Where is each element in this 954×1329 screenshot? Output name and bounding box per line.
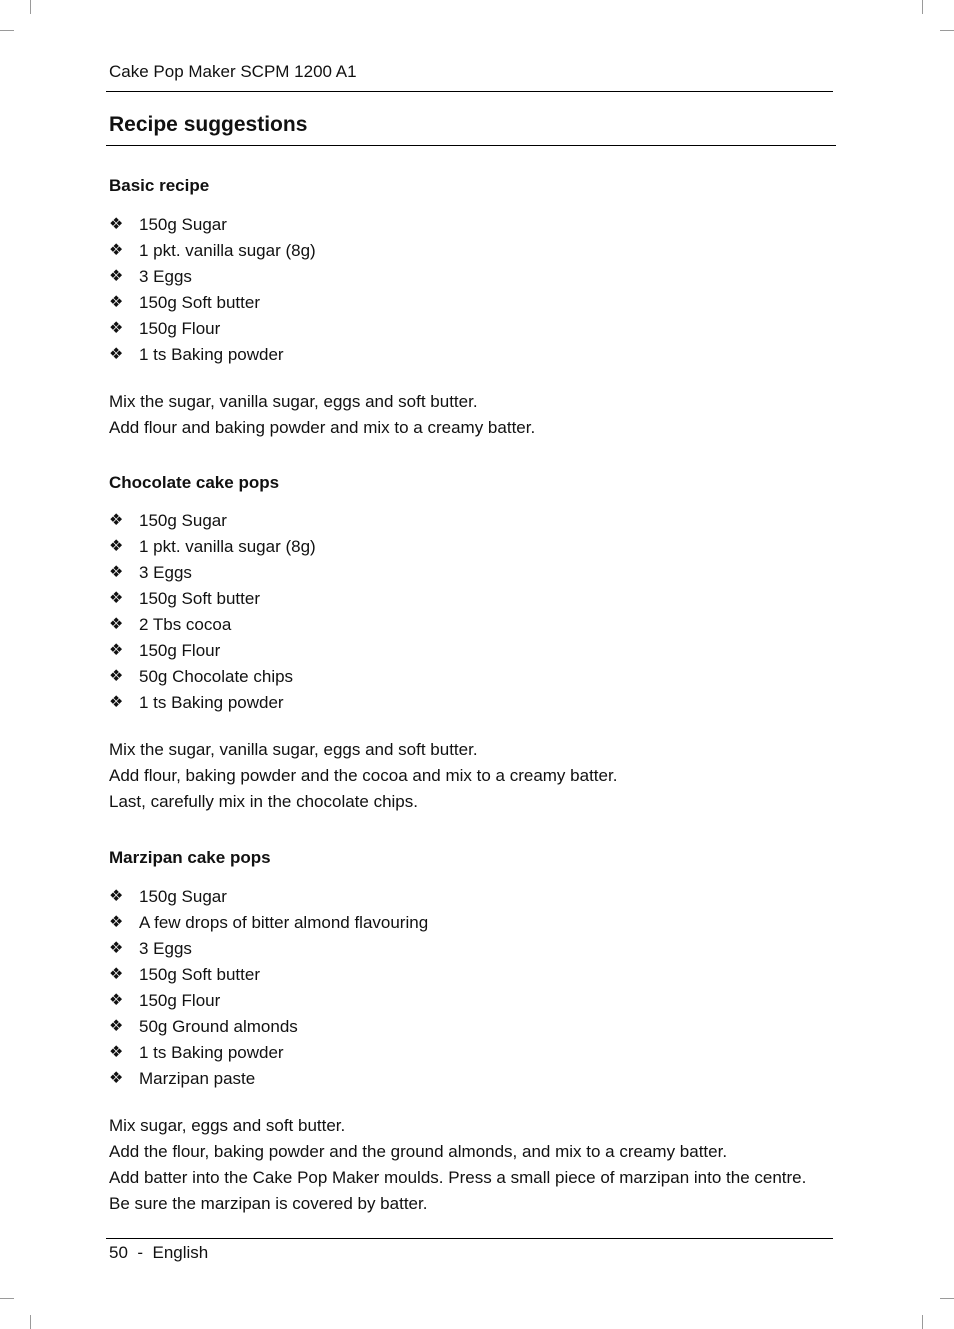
recipe-marzipan [109, 847, 806, 1217]
header-rule [106, 91, 833, 92]
bullet-icon: ❖ [109, 564, 124, 581]
instruction-line: Add the flour, baking powder and the ground almonds, and mix to a creamy batter. [109, 1142, 728, 1161]
bullet-icon: ❖ [109, 888, 124, 905]
bullet-icon: ❖ [109, 216, 124, 233]
instructions [109, 1113, 806, 1217]
ingredient-list [109, 508, 617, 716]
list-item: ❖ 150g Sugar [109, 884, 806, 910]
instruction-line: Add batter into the Cake Pop Maker moulds. Press a small piece of marzipan into the centre. [109, 1168, 807, 1187]
bullet-icon: ❖ [109, 616, 124, 633]
section-rule [106, 145, 836, 146]
instruction-line: Last, carefully mix in the chocolate chips. [109, 792, 418, 811]
list-item: ❖ 50g Chocolate chips [109, 664, 617, 690]
page-number: 50 [109, 1243, 128, 1262]
instructions [109, 737, 617, 815]
bullet-icon: ❖ [109, 294, 124, 311]
footer-rule [106, 1238, 833, 1239]
list-item: ❖ 150g Sugar [109, 212, 535, 238]
list-item: ❖ 50g Ground almonds [109, 1014, 806, 1040]
bullet-icon: ❖ [109, 538, 124, 555]
bullet-icon: ❖ [109, 914, 124, 931]
bullet-icon: ❖ [109, 512, 124, 529]
list-item: ❖ A few drops of bitter almond flavouring [109, 910, 806, 936]
list-item: ❖ 150g Sugar [109, 508, 617, 534]
list-item: ❖ 150g Flour [109, 988, 806, 1014]
crop-mark [940, 30, 954, 31]
list-item: ❖ 150g Flour [109, 638, 617, 664]
instruction-line: Add flour and baking powder and mix to a creamy batter. [109, 418, 536, 437]
bullet-icon: ❖ [109, 1018, 124, 1035]
footer-separator: - [137, 1243, 144, 1262]
list-item: ❖ 3 Eggs [109, 560, 617, 586]
bullet-icon: ❖ [109, 642, 124, 659]
list-item: ❖ 1 ts Baking powder [109, 1040, 806, 1066]
instruction-line: Mix the sugar, vanilla sugar, eggs and soft butter. [109, 392, 478, 411]
ingredient-list [109, 212, 535, 368]
instruction-line: Mix sugar, eggs and soft butter. [109, 1116, 346, 1135]
list-item: ❖ 1 pkt. vanilla sugar (8g) [109, 534, 617, 560]
list-item: ❖ 150g Soft butter [109, 290, 535, 316]
bullet-icon: ❖ [109, 694, 124, 711]
bullet-icon: ❖ [109, 668, 124, 685]
bullet-icon: ❖ [109, 966, 124, 983]
crop-mark [30, 1315, 31, 1329]
list-item: ❖ 150g Flour [109, 316, 535, 342]
list-item: ❖ 150g Soft butter [109, 586, 617, 612]
recipe-title: Chocolate cake pops [109, 473, 280, 492]
crop-mark [0, 30, 14, 31]
list-item: ❖ 3 Eggs [109, 936, 806, 962]
bullet-icon: ❖ [109, 242, 124, 259]
list-item: ❖ 1 ts Baking powder [109, 690, 617, 716]
crop-mark [940, 1298, 954, 1299]
section-title: Recipe suggestions [109, 113, 308, 136]
bullet-icon: ❖ [109, 268, 124, 285]
bullet-icon: ❖ [109, 1070, 124, 1087]
list-item: ❖ 1 pkt. vanilla sugar (8g) [109, 238, 535, 264]
crop-mark [30, 0, 31, 14]
bullet-icon: ❖ [109, 992, 124, 1009]
crop-mark [922, 0, 923, 14]
recipe-title: Marzipan cake pops [109, 848, 271, 867]
ingredient-list [109, 884, 806, 1092]
footer [109, 1243, 208, 1263]
list-item: ❖ 3 Eggs [109, 264, 535, 290]
crop-mark [922, 1315, 923, 1329]
list-item: ❖ 2 Tbs cocoa [109, 612, 617, 638]
bullet-icon: ❖ [109, 590, 124, 607]
list-item: ❖ 1 ts Baking powder [109, 342, 535, 368]
bullet-icon: ❖ [109, 346, 124, 363]
instruction-line: Mix the sugar, vanilla sugar, eggs and soft butter. [109, 740, 478, 759]
list-item: ❖ Marzipan paste [109, 1066, 806, 1092]
recipe-title: Basic recipe [109, 176, 210, 195]
bullet-icon: ❖ [109, 940, 124, 957]
instructions [109, 389, 535, 441]
footer-language: English [152, 1243, 209, 1262]
crop-mark [0, 1298, 14, 1299]
header-title: Cake Pop Maker SCPM 1200 A1 [109, 62, 357, 81]
recipe-chocolate [109, 472, 617, 815]
bullet-icon: ❖ [109, 1044, 124, 1061]
bullet-icon: ❖ [109, 320, 124, 337]
list-item: ❖ 150g Soft butter [109, 962, 806, 988]
instruction-line: Be sure the marzipan is covered by batter. [109, 1194, 428, 1213]
recipe-basic [109, 175, 535, 441]
instruction-line: Add flour, baking powder and the cocoa and mix to a creamy batter. [109, 766, 618, 785]
